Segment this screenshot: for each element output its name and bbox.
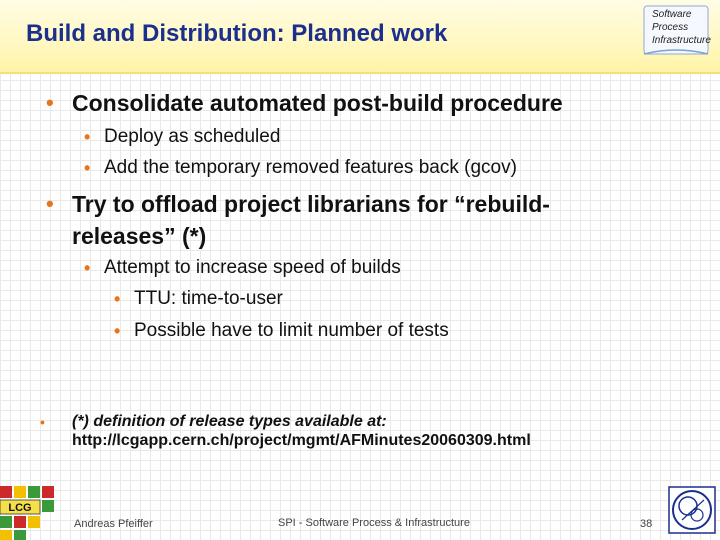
bullet-dot-icon: • <box>84 158 91 178</box>
bullet-text: Consolidate automated post-build procedure <box>72 90 563 116</box>
bullet-dot-icon: • <box>84 127 91 147</box>
bullet-offload-cont <box>72 221 206 251</box>
bullet-text: Attempt to increase speed of builds <box>104 257 401 278</box>
bullet-dot-icon: • <box>46 90 54 115</box>
bullet-dot-icon: • <box>40 414 45 430</box>
slide-header <box>0 0 720 74</box>
release-types-link[interactable]: http://lcgapp.cern.ch/project/mgmt/AFMinutes20060309.html <box>72 432 531 449</box>
bullet-text: Add the temporary removed features back (gcov) <box>104 157 517 178</box>
lcg-logo-icon <box>0 484 56 540</box>
bullet-offload <box>46 189 550 219</box>
bullet-dot-icon: • <box>114 289 121 309</box>
page-number: 38 <box>640 518 653 530</box>
spi-logo-line: Process <box>652 22 689 33</box>
bullet-text: Deploy as scheduled <box>104 126 281 147</box>
svg-text:LCG: LCG <box>8 502 32 514</box>
footer-center: SPI - Software Process & Infrastructure <box>278 517 470 529</box>
bullet-consolidate <box>46 88 563 118</box>
bullet-tests <box>114 318 449 344</box>
bullet-text: Try to offload project librarians for “rebuild- <box>72 191 550 217</box>
bullet-text: TTU: time-to-user <box>134 288 283 309</box>
cern-logo-icon <box>668 486 716 534</box>
spi-logo-text <box>652 8 711 47</box>
slide-title: Build and Distribution: Planned work <box>26 20 448 47</box>
bullet-text: releases” (*) <box>72 223 207 249</box>
spi-logo-line: Infrastructure <box>652 35 711 46</box>
bullet-ttu <box>114 286 283 312</box>
footer-author: Andreas Pfeiffer <box>74 518 153 530</box>
spi-logo-line: Software <box>652 9 692 20</box>
bullet-speed <box>84 255 401 281</box>
bullet-dot-icon: • <box>46 191 54 216</box>
note-text: (*) definition of release types available at: <box>72 413 387 430</box>
bullet-note <box>40 410 387 434</box>
bullet-text: Possible have to limit number of tests <box>134 320 449 341</box>
bullet-gcov <box>84 155 517 181</box>
bullet-deploy <box>84 124 281 150</box>
bullet-dot-icon: • <box>114 321 121 341</box>
bullet-dot-icon: • <box>84 258 91 278</box>
